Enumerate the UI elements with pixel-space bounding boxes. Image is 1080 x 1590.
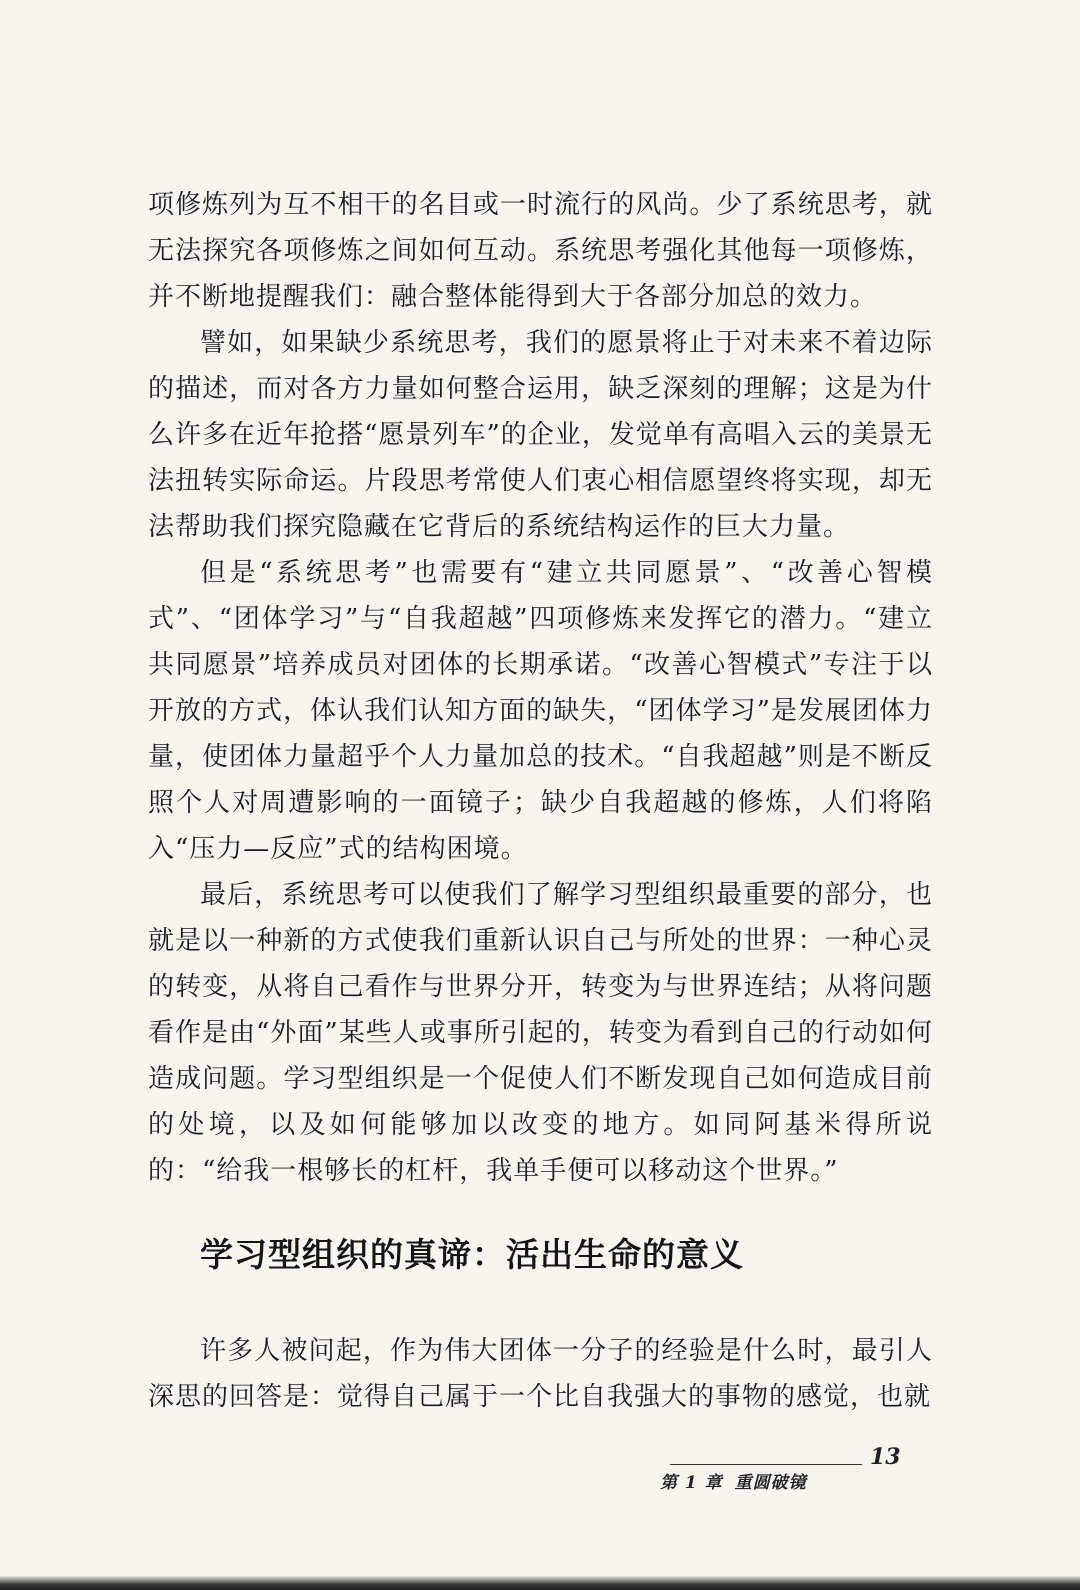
section-heading: 学习型组织的真谛：活出生命的意义 — [200, 1235, 744, 1274]
paragraph-3: 但是“系统思考”也需要有“建立共同愿景”、“改善心智模式”、“团体学习”与“自我超越”四项修炼来发挥它的潜力。“建立共同愿景”培养成员对团体的长期承诺。“改善心智模式”专注于以开放的方式，体认我们认知方面的缺失，“团体学习”是发展团体力量，使团体力量超乎个人力量加总的技术。“自我超越”则是不断反照个人对周遭影响的一面镜子；缺少自我超越的修炼，人们将陷入“压力—反应”式的结构困境。 — [148, 558, 933, 864]
footer-chapter — [660, 1468, 807, 1493]
paragraph-2: 譬如，如果缺少系统思考，我们的愿景将止于对未来不着边际的描述，而对各方力量如何整合运用，缺乏深刻的理解；这是为什么许多在近年抢搭“愿景列车”的企业，发觉单有高唱入云的美景无法扭转实际命运。片段思考常使人们衷心相信愿望终将实现，却无法帮助我们探究隐藏在它背后的系统结构运作的巨大力量。 — [148, 328, 933, 542]
chapter-label: 第 1 章 — [660, 1473, 723, 1493]
footer-rule — [670, 1464, 862, 1465]
chapter-title: 重圆破镜 — [734, 1473, 807, 1493]
page-footer — [660, 1444, 910, 1493]
section-body — [148, 1328, 933, 1420]
section-paragraph: 许多人被问起，作为伟大团体一分子的经验是什么时，最引人深思的回答是：觉得自己属于一个比自我强大的事物的感觉，也就 — [148, 1336, 933, 1412]
page-number: 13 — [870, 1444, 901, 1470]
body-text — [148, 182, 933, 1194]
paragraph-1: 项修炼列为互不相干的名目或一时流行的风尚。少了系统思考，就无法探究各项修炼之间如何互动。系统思考强化其他每一项修炼，并不断地提醒我们：融合整体能得到大于各部分加总的效力。 — [148, 190, 933, 312]
scan-edge — [0, 1576, 1080, 1590]
paragraph-4: 最后，系统思考可以使我们了解学习型组织最重要的部分，也就是以一种新的方式使我们重新认识自己与所处的世界：一种心灵的转变，从将自己看作与世界分开，转变为与世界连结；从将问题看作是由“外面”某些人或事所引起的，转变为看到自己的行动如何造成问题。学习型组织是一个促使人们不断发现自己如何造成目前的处境，以及如何能够加以改变的地方。如同阿基米得所说的：“给我一根够长的杠杆，我单手便可以移动这个世界。” — [148, 880, 933, 1186]
